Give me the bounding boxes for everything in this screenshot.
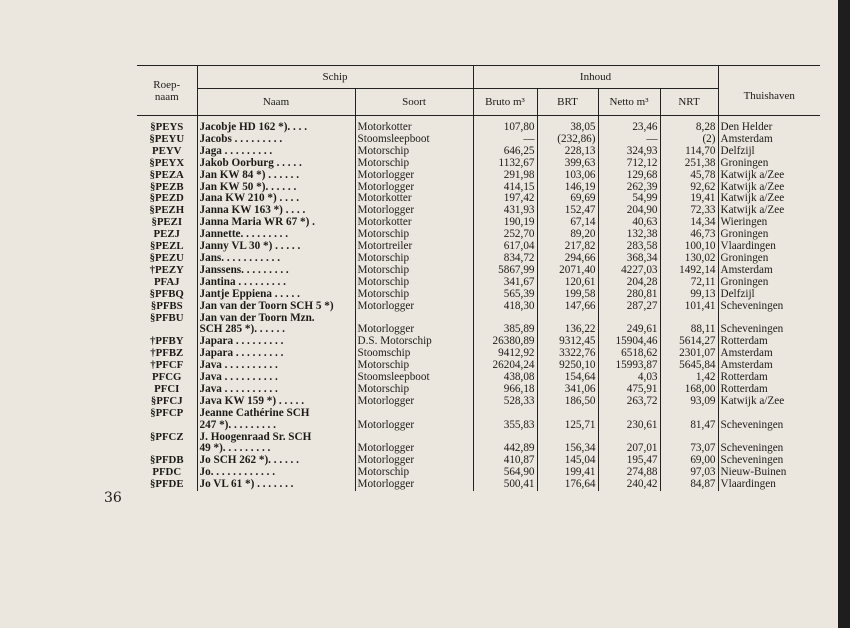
cell-nrt: 45,78	[660, 170, 718, 182]
cell-nrt: 92,62	[660, 182, 718, 194]
cell-nrt: 8,28	[660, 116, 718, 134]
cell-netto: 283,58	[598, 241, 660, 253]
cell-brt: 294,66	[537, 253, 598, 265]
cell-bruto: 9412,92	[473, 348, 537, 360]
cell-naam: Jana KW 210 *) . . . .	[197, 193, 355, 205]
cell-soort: Motorschip	[355, 253, 473, 265]
cell-haven: Vlaardingen	[718, 479, 820, 491]
cell-call: §PEYS	[150, 121, 184, 133]
cell-brt	[537, 408, 598, 420]
header-thuishaven: Thuishaven	[718, 66, 820, 116]
cell-naam: Java . . . . . . . . . .	[197, 384, 355, 396]
cell-bruto: 26380,89	[473, 336, 537, 348]
cell-nrt: 46,73	[660, 229, 718, 241]
cell-soort: Motorlogger	[355, 324, 473, 336]
cell-haven: Vlaardingen	[718, 241, 820, 253]
cell-naam: Janna KW 163 *) . . . .	[197, 205, 355, 217]
cell-haven: Delfzijl	[718, 146, 820, 158]
cell-naam: Jo VL 61 *) . . . . . . .	[197, 479, 355, 491]
cell-nrt: 5614,27	[660, 336, 718, 348]
cell-haven: Katwijk a/Zee	[718, 396, 820, 408]
cell-haven: Groningen	[718, 158, 820, 170]
cell-haven: Scheveningen	[718, 455, 820, 467]
table-row	[137, 301, 820, 313]
cell-call: §PEZD	[149, 192, 184, 205]
cell-nrt: 88,11	[660, 324, 718, 336]
cell-naam: SCH 285 *). . . . . .	[197, 324, 355, 336]
cell-call: §PEZA	[149, 168, 184, 181]
cell-soort: Motorschip	[355, 265, 473, 277]
cell-brt: 217,82	[537, 241, 598, 253]
cell-naam: Jo SCH 262 *). . . . . .	[197, 455, 355, 467]
cell-haven: Katwijk a/Zee	[718, 182, 820, 194]
cell-haven: Amsterdam	[718, 348, 820, 360]
cell-soort: Stoomschip	[355, 348, 473, 360]
cell-haven: Delfzijl	[718, 289, 820, 301]
table-body	[137, 116, 820, 492]
cell-nrt: 72,11	[660, 277, 718, 289]
cell-netto: 204,90	[598, 205, 660, 217]
table-row	[137, 289, 820, 301]
cell-netto: 207,01	[598, 443, 660, 455]
cell-nrt: 168,00	[660, 384, 718, 396]
cell-soort: Motorkotter	[355, 217, 473, 229]
cell-nrt: 73,07	[660, 443, 718, 455]
cell-brt: 67,14	[537, 217, 598, 229]
cell-bruto: 355,83	[473, 420, 537, 432]
cell-bruto: 410,87	[473, 455, 537, 467]
cell-netto: 368,34	[598, 253, 660, 265]
cell-call: †PFBZ	[150, 347, 184, 360]
cell-call: §PEZH	[149, 204, 185, 217]
cell-naam: Jans. . . . . . . . . . .	[197, 253, 355, 265]
cell-brt: 3322,76	[537, 348, 598, 360]
cell-naam: J. Hoogenraad Sr. SCH	[197, 432, 355, 444]
cell-nrt: 19,41	[660, 193, 718, 205]
cell-brt: 89,20	[537, 229, 598, 241]
cell-nrt: 14,34	[660, 217, 718, 229]
cell-soort: Motorkotter	[355, 193, 473, 205]
cell-haven: Scheveningen	[718, 301, 820, 313]
header-netto: Netto m³	[598, 89, 660, 116]
cell-naam: Janssens. . . . . . . . .	[197, 265, 355, 277]
cell-soort: Motortreiler	[355, 241, 473, 253]
cell-nrt: 1,42	[660, 372, 718, 384]
cell-nrt: 114,70	[660, 146, 718, 158]
cell-call: §PFDB	[149, 454, 184, 467]
cell-netto: 324,93	[598, 146, 660, 158]
header-brt: BRT	[537, 89, 598, 116]
cell-netto: 54,99	[598, 193, 660, 205]
cell-brt: 152,47	[537, 205, 598, 217]
cell-nrt: 1492,14	[660, 265, 718, 277]
cell-bruto: 966,18	[473, 384, 537, 396]
cell-soort: Motorlogger	[355, 455, 473, 467]
table-row	[137, 479, 820, 491]
cell-haven: Katwijk a/Zee	[718, 170, 820, 182]
cell-brt: 136,22	[537, 324, 598, 336]
cell-call: §PEYX	[149, 156, 185, 169]
cell-bruto: 190,19	[473, 217, 537, 229]
cell-haven: Den Helder	[718, 116, 820, 134]
cell-soort: Motorlogger	[355, 396, 473, 408]
table-row	[137, 420, 820, 432]
cell-bruto: 5867,99	[473, 265, 537, 277]
cell-haven: Groningen	[718, 277, 820, 289]
cell-bruto: 646,25	[473, 146, 537, 158]
cell-call	[137, 420, 197, 432]
cell-netto: 712,12	[598, 158, 660, 170]
cell-brt: 145,04	[537, 455, 598, 467]
cell-call: PFAJ	[153, 275, 180, 288]
cell-soort: Motorschip	[355, 229, 473, 241]
cell-brt: 9312,45	[537, 336, 598, 348]
cell-naam: Jannette. . . . . . . . .	[197, 229, 355, 241]
cell-naam: Janna Maria WR 67 *) .	[197, 217, 355, 229]
cell-soort: Motorschip	[355, 289, 473, 301]
cell-bruto: 197,42	[473, 193, 537, 205]
cell-netto: 230,61	[598, 420, 660, 432]
cell-bruto: 341,67	[473, 277, 537, 289]
cell-nrt: 69,00	[660, 455, 718, 467]
cell-call: PEYV	[152, 144, 182, 157]
cell-naam: 247 *). . . . . . . . .	[197, 420, 355, 432]
cell-soort: Motorlogger	[355, 301, 473, 313]
cell-netto: 204,28	[598, 277, 660, 289]
cell-call: §PFCZ	[149, 430, 184, 443]
cell-nrt: 130,02	[660, 253, 718, 265]
cell-bruto: 442,89	[473, 443, 537, 455]
cell-haven: Katwijk a/Zee	[718, 205, 820, 217]
cell-naam: Japara . . . . . . . . .	[197, 348, 355, 360]
cell-netto: 262,39	[598, 182, 660, 194]
cell-naam: Janny VL 30 *) . . . . .	[197, 241, 355, 253]
table-row	[137, 277, 820, 289]
table-row	[137, 170, 820, 182]
cell-netto: —	[598, 134, 660, 146]
cell-brt: 2071,40	[537, 265, 598, 277]
cell-netto: 15904,46	[598, 336, 660, 348]
cell-naam: Japara . . . . . . . . .	[197, 336, 355, 348]
cell-call: §PFCP	[150, 406, 184, 419]
cell-soort: Motorlogger	[355, 170, 473, 182]
cell-call: §PFBS	[150, 299, 183, 312]
cell-soort: Motorschip	[355, 277, 473, 289]
cell-brt: 147,66	[537, 301, 598, 313]
header-bruto: Bruto m³	[473, 89, 537, 116]
cell-bruto: —	[473, 134, 537, 146]
cell-haven: Katwijk a/Zee	[718, 193, 820, 205]
cell-brt: 199,41	[537, 467, 598, 479]
cell-netto: 475,91	[598, 384, 660, 396]
cell-netto: 6518,62	[598, 348, 660, 360]
cell-naam: Jacobs . . . . . . . . .	[197, 134, 355, 146]
cell-nrt: 72,33	[660, 205, 718, 217]
cell-netto: 287,27	[598, 301, 660, 313]
cell-nrt: 81,47	[660, 420, 718, 432]
cell-call: §PEZI	[151, 216, 183, 229]
cell-bruto: 564,90	[473, 467, 537, 479]
cell-netto: 274,88	[598, 467, 660, 479]
cell-call: §PEZU	[149, 251, 184, 264]
cell-soort: Motorschip	[355, 360, 473, 372]
cell-naam: Jantje Eppiena . . . . .	[197, 289, 355, 301]
cell-brt: 38,05	[537, 116, 598, 134]
cell-netto: 23,46	[598, 116, 660, 134]
cell-naam: Jakob Oorburg . . . . .	[197, 158, 355, 170]
cell-soort: Motorlogger	[355, 182, 473, 194]
cell-netto: 132,38	[598, 229, 660, 241]
header-inhoud: Inhoud	[473, 66, 718, 89]
cell-call: §PFBQ	[149, 287, 184, 300]
cell-brt: 341,06	[537, 384, 598, 396]
cell-naam: Jacobje HD 162 *). . . .	[197, 116, 355, 134]
cell-soort: Motorlogger	[355, 420, 473, 432]
cell-haven: Scheveningen	[718, 420, 820, 432]
cell-naam: Java . . . . . . . . . .	[197, 360, 355, 372]
cell-soort: Motorschip	[355, 158, 473, 170]
cell-soort: Motorkotter	[355, 116, 473, 134]
cell-haven	[718, 408, 820, 420]
cell-nrt: 2301,07	[660, 348, 718, 360]
cell-soort: Stoomsleepboot	[355, 372, 473, 384]
cell-bruto: 528,33	[473, 396, 537, 408]
cell-haven: Scheveningen	[718, 324, 820, 336]
table-row	[137, 408, 820, 420]
cell-bruto: 500,41	[473, 479, 537, 491]
cell-netto: 4227,03	[598, 265, 660, 277]
header-schip: Schip	[197, 66, 473, 89]
cell-brt: 154,64	[537, 372, 598, 384]
cell-bruto: 26204,24	[473, 360, 537, 372]
cell-naam: Jan KW 84 *) . . . . . .	[197, 170, 355, 182]
cell-call: PFCI	[154, 382, 180, 395]
cell-netto: 4,03	[598, 372, 660, 384]
cell-brt: 186,50	[537, 396, 598, 408]
cell-brt: 69,69	[537, 193, 598, 205]
cell-naam: 49 *). . . . . . . . .	[197, 443, 355, 455]
cell-brt: 199,58	[537, 289, 598, 301]
cell-nrt: 101,41	[660, 301, 718, 313]
cell-soort: Stoomsleepboot	[355, 134, 473, 146]
cell-naam: Java . . . . . . . . . .	[197, 372, 355, 384]
cell-call: †PFBY	[149, 335, 184, 348]
cell-naam: Jan KW 50 *). . . . . .	[197, 182, 355, 194]
cell-bruto: 385,89	[473, 324, 537, 336]
cell-haven: Amsterdam	[718, 265, 820, 277]
cell-nrt: 251,38	[660, 158, 718, 170]
cell-netto: 240,42	[598, 479, 660, 491]
cell-bruto: 834,72	[473, 253, 537, 265]
cell-soort: Motorschip	[355, 384, 473, 396]
cell-bruto: 565,39	[473, 289, 537, 301]
table-row	[137, 116, 820, 134]
cell-naam: Jaga . . . . . . . . .	[197, 146, 355, 158]
cell-naam: Jeanne Cathérine SCH	[197, 408, 355, 420]
cell-haven: Wieringen	[718, 217, 820, 229]
cell-nrt: 93,09	[660, 396, 718, 408]
cell-brt: 228,13	[537, 146, 598, 158]
page-number: 36	[104, 490, 122, 506]
ship-register-table	[137, 65, 820, 491]
cell-soort: Motorschip	[355, 467, 473, 479]
cell-call: §PEYU	[149, 132, 185, 145]
cell-netto: 129,68	[598, 170, 660, 182]
cell-bruto: 1132,67	[473, 158, 537, 170]
header-nrt: NRT	[660, 89, 718, 116]
cell-brt: 103,06	[537, 170, 598, 182]
cell-call: PEZJ	[153, 228, 180, 241]
cell-call: §PFBU	[149, 311, 184, 324]
cell-bruto	[473, 408, 537, 420]
table-row	[137, 158, 820, 170]
cell-haven: Nieuw-Buinen	[718, 467, 820, 479]
cell-brt: 399,63	[537, 158, 598, 170]
cell-nrt: 100,10	[660, 241, 718, 253]
book-spine	[838, 0, 850, 628]
cell-netto: 263,72	[598, 396, 660, 408]
cell-soort: Motorlogger	[355, 205, 473, 217]
cell-netto: 15993,87	[598, 360, 660, 372]
cell-brt: 176,64	[537, 479, 598, 491]
cell-brt: 156,34	[537, 443, 598, 455]
cell-haven: Groningen	[718, 253, 820, 265]
cell-call: §PFCJ	[150, 394, 183, 407]
header-naam: Naam	[197, 89, 355, 116]
cell-bruto: 414,15	[473, 182, 537, 194]
cell-nrt: 99,13	[660, 289, 718, 301]
cell-netto: 280,81	[598, 289, 660, 301]
cell-haven: Amsterdam	[718, 360, 820, 372]
cell-call: §PEZB	[149, 180, 184, 193]
cell-netto: 195,47	[598, 455, 660, 467]
cell-naam: Jan van der Toorn Mzn.	[197, 313, 355, 325]
cell-bruto: 418,30	[473, 301, 537, 313]
cell-haven: Scheveningen	[718, 443, 820, 455]
cell-bruto: 617,04	[473, 241, 537, 253]
cell-bruto: 431,93	[473, 205, 537, 217]
cell-naam: Jo. . . . . . . . . . . .	[197, 467, 355, 479]
cell-netto	[598, 408, 660, 420]
cell-haven: Rotterdam	[718, 336, 820, 348]
table-row	[137, 396, 820, 408]
table-row	[137, 146, 820, 158]
cell-bruto: 107,80	[473, 116, 537, 134]
header-roepnaam: Roep-naam	[137, 66, 197, 116]
cell-naam: Jantina . . . . . . . . .	[197, 277, 355, 289]
cell-call: §PFDE	[149, 478, 184, 491]
cell-nrt	[660, 408, 718, 420]
cell-soort: Motorlogger	[355, 443, 473, 455]
cell-brt: 125,71	[537, 420, 598, 432]
cell-brt: 120,61	[537, 277, 598, 289]
cell-soort: Motorschip	[355, 146, 473, 158]
cell-naam: Jan van der Toorn SCH 5 *)	[197, 301, 355, 313]
cell-call: †PFCF	[150, 359, 184, 372]
cell-haven: Rotterdam	[718, 384, 820, 396]
cell-call: †PEZY	[149, 263, 184, 276]
cell-nrt: (2)	[660, 134, 718, 146]
cell-call: PFCG	[152, 371, 182, 384]
cell-brt: 9250,10	[537, 360, 598, 372]
cell-call: §PEZL	[149, 240, 184, 253]
cell-bruto: 438,08	[473, 372, 537, 384]
cell-haven: Groningen	[718, 229, 820, 241]
cell-nrt: 97,03	[660, 467, 718, 479]
cell-netto: 40,63	[598, 217, 660, 229]
cell-brt: 146,19	[537, 182, 598, 194]
cell-bruto: 291,98	[473, 170, 537, 182]
cell-soort: D.S. Motorschip	[355, 336, 473, 348]
cell-naam: Java KW 159 *) . . . . .	[197, 396, 355, 408]
header-soort: Soort	[355, 89, 473, 116]
cell-haven: Amsterdam	[718, 134, 820, 146]
cell-haven: Rotterdam	[718, 372, 820, 384]
cell-soort: Motorlogger	[355, 479, 473, 491]
table-row	[137, 265, 820, 277]
cell-nrt: 5645,84	[660, 360, 718, 372]
cell-nrt: 84,87	[660, 479, 718, 491]
cell-netto: 249,61	[598, 324, 660, 336]
cell-soort	[355, 408, 473, 420]
cell-brt: (232,86)	[537, 134, 598, 146]
cell-bruto: 252,70	[473, 229, 537, 241]
cell-call: PFDC	[152, 466, 182, 479]
